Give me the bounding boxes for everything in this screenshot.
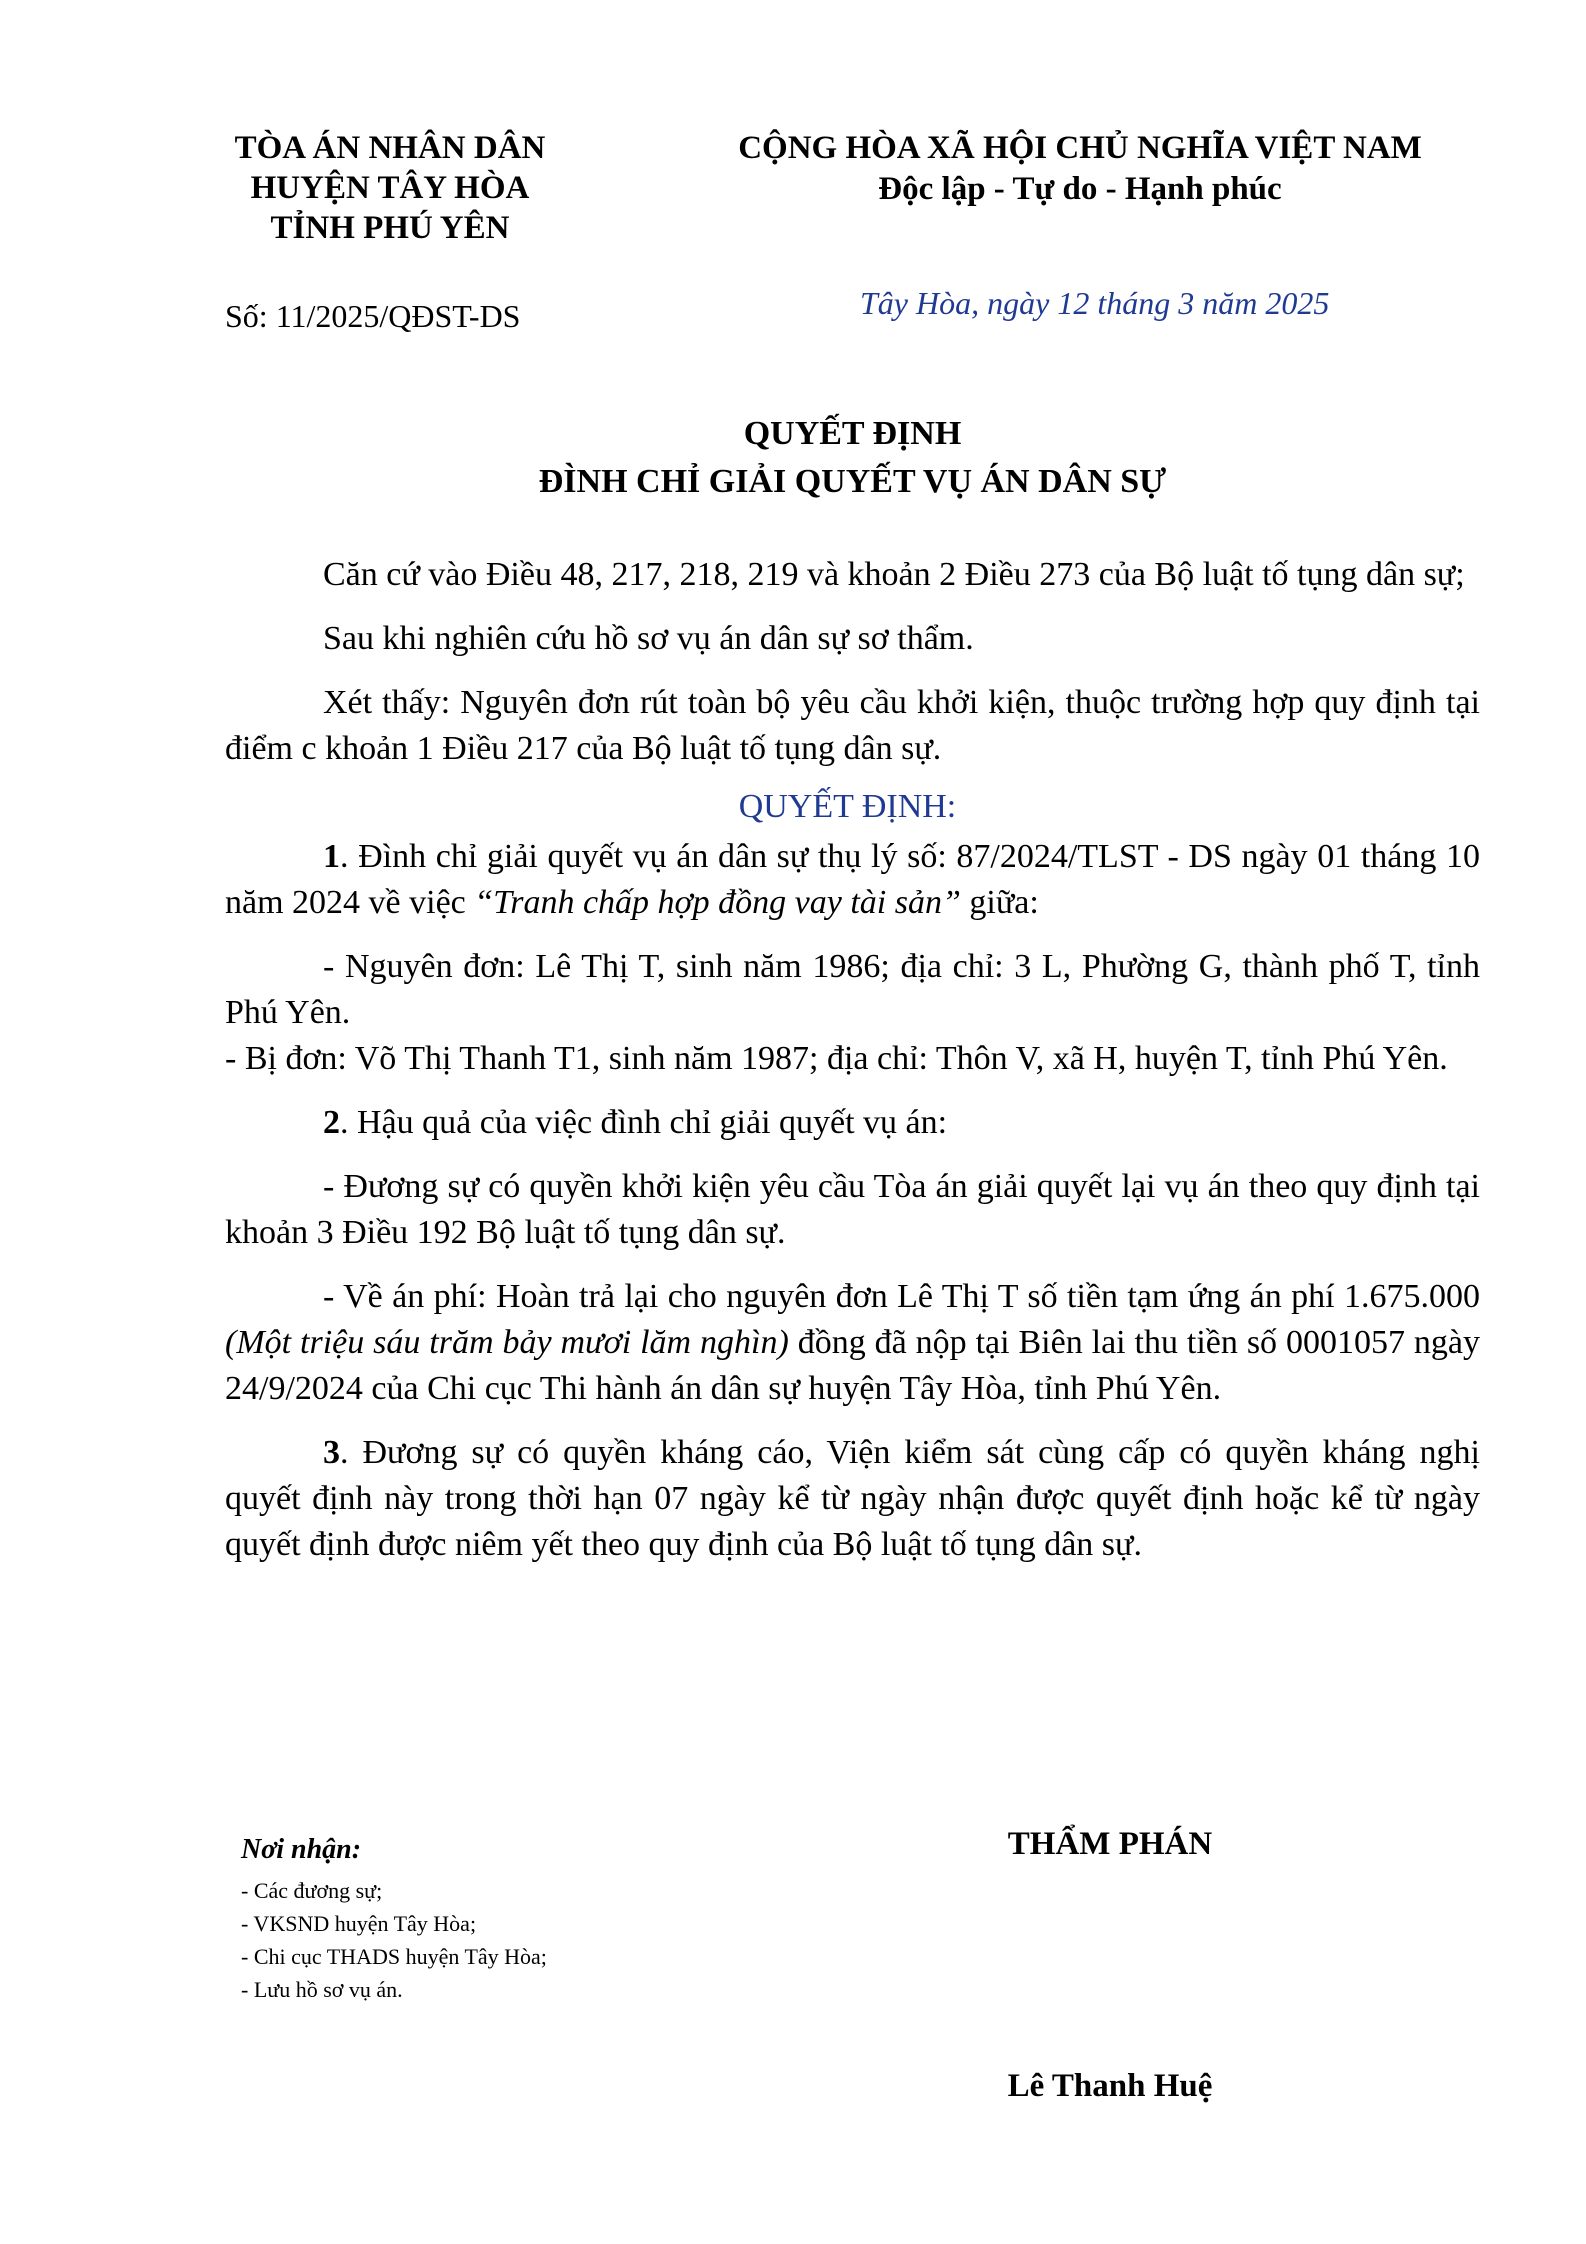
item-3-text: . Đương sự có quyền kháng cáo, Viện kiểm sát cùng cấp có quyền kháng nghị quyết định này trong thời hạn 07 ngày kể từ ngày nhận được quyết định hoặc kể từ ngày quyết định được niêm yết theo quy định của Bộ luật tố tụng dân sự. [225,1434,1480,1563]
decision-label: QUYẾT ĐỊNH: [738,788,957,825]
court-fee-text-end: đồng đã nộp tại Biên lai thu tiền số 0001057 ngày 24/9/2024 của Chi cục Thi hành án dân sự huyện Tây Hòa, tỉnh Phú Yên. [225,1324,1480,1407]
court-header [160,128,620,248]
item-2-text: . Hậu quả của việc đình chỉ giải quyết vụ án: [340,1104,948,1141]
recipients-heading: Nơi nhận: [241,1834,362,1865]
document-title [0,410,1586,506]
item-1-case-title: “Tranh chấp hợp đồng vay tài sản” [474,884,961,921]
title-line-2: ĐÌNH CHỈ GIẢI QUYẾT VỤ ÁN DÂN SỰ [538,463,1167,500]
item-2-sub-2 [225,1274,1480,1412]
nation-name: CỘNG HÒA XÃ HỘI CHỦ NGHĨA VIỆT NAM [738,130,1422,166]
item-1 [225,834,1480,926]
court-name-line-1: TÒA ÁN NHÂN DÂN [234,130,546,166]
court-fee-text: - Về án phí: Hoàn trả lại cho nguyên đơn Lê Thị T số tiền tạm ứng án phí 1.675.000 [323,1278,1480,1315]
document-number: Số: 11/2025/QĐST-DS [225,298,521,334]
item-2 [225,1100,1480,1146]
recipient-item: - VKSND huyện Tây Hòa; [241,1911,477,1936]
national-motto: Độc lập - Tự do - Hạnh phúc [878,171,1282,207]
court-name-line-3: TỈNH PHÚ YÊN [270,210,510,246]
plaintiff: - Nguyên đơn: Lê Thị T, sinh năm 1986; địa chỉ: 3 L, Phường G, thành phố T, tỉnh Phú Yên. [225,948,1480,1031]
signer-role: THẨM PHÁN [1007,1826,1213,1862]
item-3-number: 3 [323,1434,340,1471]
after-study: Sau khi nghiên cứu hồ sơ vụ án dân sự sơ thẩm. [323,620,974,657]
recipients-block [241,1830,761,2006]
legal-basis: Căn cứ vào Điều 48, 217, 218, 219 và khoản 2 Điều 273 của Bộ luật tố tụng dân sự; [323,556,1465,593]
court-fee-in-words: (Một triệu sáu trăm bảy mươi lăm nghìn) [225,1324,789,1361]
signer-name: Lê Thanh Huệ [1007,2068,1213,2104]
item-2-sub-1: - Đương sự có quyền khởi kiện yêu cầu Tòa án giải quyết lại vụ án theo quy định tại khoản 3 Điều 192 Bộ luật tố tụng dân sự. [225,1168,1480,1251]
place-date: Tây Hòa, ngày 12 tháng 3 năm 2025 [860,285,1330,321]
recipient-item: - Lưu hồ sơ vụ án. [241,1977,403,2002]
item-1-text-end: giữa: [960,884,1039,921]
title-line-1: QUYẾT ĐỊNH [743,415,962,452]
recipient-item: - Chi cục THADS huyện Tây Hòa; [241,1944,547,1969]
item-1-number: 1 [323,838,340,875]
item-1-text: . Đình chỉ giải quyết vụ án dân sự thụ lý số: 87/2024/TLST - DS ngày 01 tháng 10 năm 2024 về việc [225,838,1480,921]
consideration: Xét thấy: Nguyên đơn rút toàn bộ yêu cầu khởi kiện, thuộc trường hợp quy định tại điểm c khoản 1 Điều 217 của Bộ luật tố tụng dân sự. [225,684,1480,767]
document-body [225,552,1480,1568]
recipient-item: - Các đương sự; [241,1878,383,1903]
item-2-number: 2 [323,1104,340,1141]
item-3 [225,1430,1480,1568]
national-header [680,128,1480,210]
court-name-line-2: HUYỆN TÂY HÒA [250,170,530,206]
defendant: - Bị đơn: Võ Thị Thanh T1, sinh năm 1987; địa chỉ: Thôn V, xã H, huyện T, tỉnh Phú Yên. [225,1040,1448,1077]
